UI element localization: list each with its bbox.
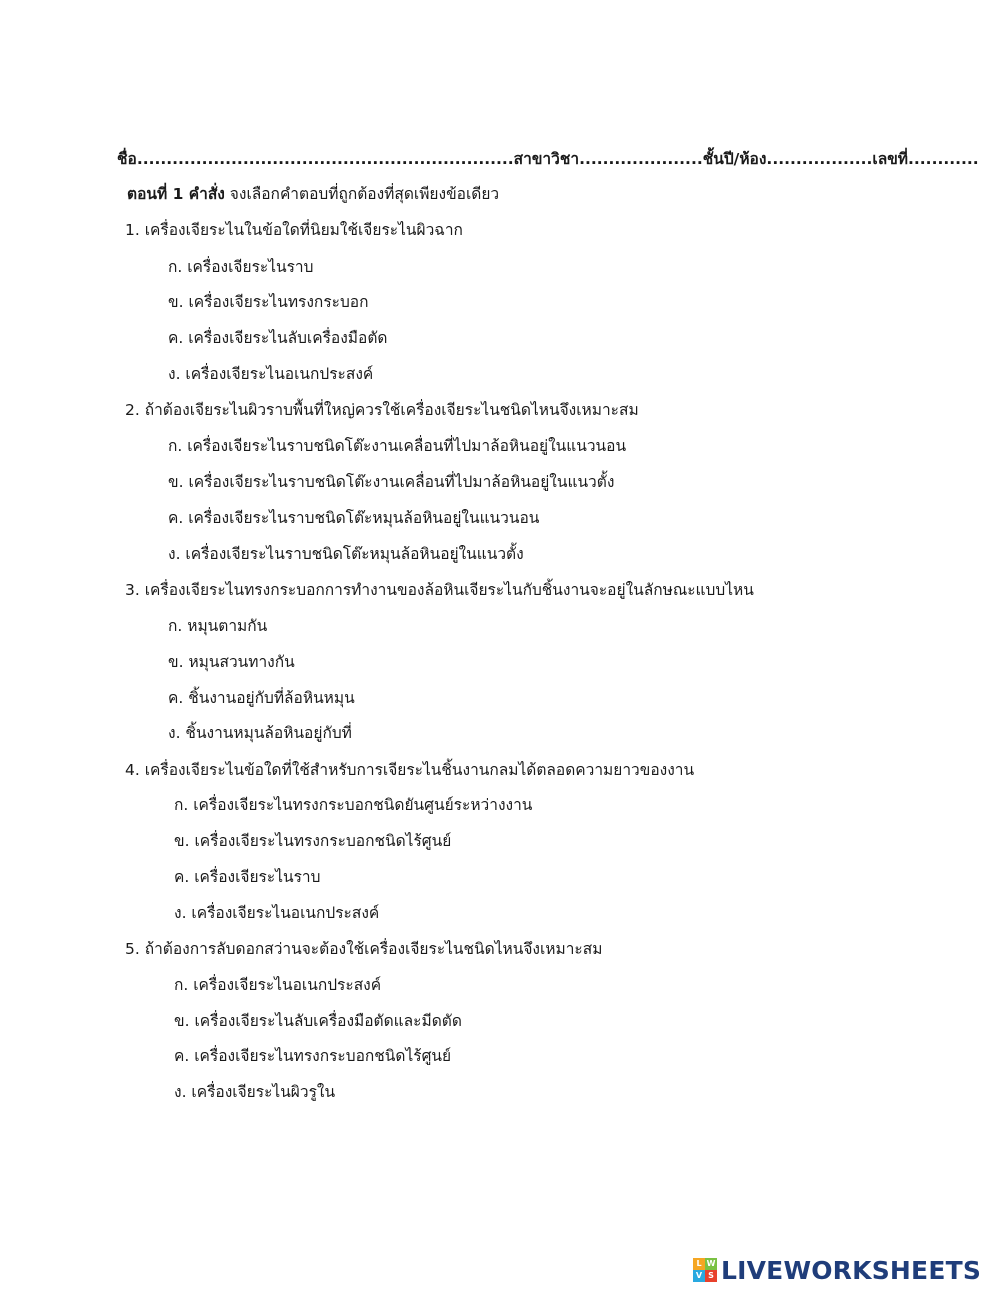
question-3: 3. เครื่องเจียระไนทรงกระบอกการทำงานของล้อหินเจียระไนกับชิ้นงานจะอยู่ในลักษณะแบบไหน <box>125 581 754 599</box>
question-3-choice-a[interactable]: ก. หมุนตามกัน <box>168 617 268 635</box>
logo-tile-4: S <box>705 1270 717 1282</box>
question-3-choice-b[interactable]: ข. หมุนสวนทางกัน <box>168 653 295 671</box>
question-4-choice-b[interactable]: ข. เครื่องเจียระไนทรงกระบอกชนิดไร้ศูนย์ <box>174 832 452 850</box>
liveworksheets-logo-text: LIVEWORKSHEETS <box>721 1255 982 1285</box>
question-5: 5. ถ้าต้องการลับดอกสว่านจะต้องใช้เครื่องเจียระไนชนิดไหนจึงเหมาะสม <box>125 940 603 958</box>
question-2-choice-b[interactable]: ข. เครื่องเจียระไนราบชนิดโต๊ะงานเคลื่อนที่ไปมาล้อหินอยู่ในแนวตั้ง <box>168 473 615 491</box>
question-2: 2. ถ้าต้องเจียระไนผิวราบพื้นที่ใหญ่ควรใช้เครื่องเจียระไนชนิดไหนจึงเหมาะสม <box>125 401 639 419</box>
question-4-choice-a[interactable]: ก. เครื่องเจียระไนทรงกระบอกชนิดยันศูนย์ระหว่างงาน <box>174 796 533 814</box>
question-1: 1. เครื่องเจียระไนในข้อใดที่นิยมใช้เจียระไนผิวฉาก <box>125 221 463 239</box>
question-2-choice-c[interactable]: ค. เครื่องเจียระไนราบชนิดโต๊ะหมุนล้อหินอยู่ในแนวนอน <box>168 509 540 527</box>
liveworksheets-logo-icon <box>693 1258 717 1282</box>
question-4-choice-c[interactable]: ค. เครื่องเจียระไนราบ <box>174 868 321 886</box>
question-1-choice-a[interactable]: ก. เครื่องเจียระไนราบ <box>168 258 314 276</box>
student-info-line: ชื่อ................................................................สาขาวิชา.....................ชั้นปี/ห้อง..................เลขที่............ <box>117 150 979 168</box>
instruction <box>127 181 499 206</box>
question-2-choice-d[interactable]: ง. เครื่องเจียระไนราบชนิดโต๊ะหมุนล้อหินอยู่ในแนวตั้ง <box>168 545 524 563</box>
question-3-choice-c[interactable]: ค. ชิ้นงานอยู่กับที่ล้อหินหมุน <box>168 689 355 707</box>
question-1-choice-b[interactable]: ข. เครื่องเจียระไนทรงกระบอก <box>168 293 369 311</box>
logo-tile-1: L <box>693 1258 705 1270</box>
question-1-choice-c[interactable]: ค. เครื่องเจียระไนลับเครื่องมือตัด <box>168 329 388 347</box>
logo-tile-2: W <box>706 1259 716 1268</box>
question-1-choice-d[interactable]: ง. เครื่องเจียระไนอเนกประสงค์ <box>168 365 374 383</box>
question-5-choice-c[interactable]: ค. เครื่องเจียระไนทรงกระบอกชนิดไร้ศูนย์ <box>174 1047 452 1065</box>
question-4-choice-d[interactable]: ง. เครื่องเจียระไนอเนกประสงค์ <box>174 904 380 922</box>
question-5-choice-a[interactable]: ก. เครื่องเจียระไนอเนกประสงค์ <box>174 976 382 994</box>
logo-tile-3: V <box>693 1270 705 1282</box>
liveworksheets-logo[interactable] <box>693 1252 981 1288</box>
question-5-choice-b[interactable]: ข. เครื่องเจียระไนลับเครื่องมือตัดและมีดตัด <box>174 1012 462 1030</box>
question-4: 4. เครื่องเจียระไนข้อใดที่ใช้สำหรับการเจียระไนชิ้นงานกลมได้ตลอดความยาวของงาน <box>125 761 695 779</box>
question-2-choice-a[interactable]: ก. เครื่องเจียระไนราบชนิดโต๊ะงานเคลื่อนที่ไปมาล้อหินอยู่ในแนวนอน <box>168 437 627 455</box>
question-5-choice-d[interactable]: ง. เครื่องเจียระไนผิวรูใน <box>174 1083 336 1101</box>
question-3-choice-d[interactable]: ง. ชิ้นงานหมุนล้อหินอยู่กับที่ <box>168 724 352 742</box>
instruction-text: จงเลือกคำตอบที่ถูกต้องที่สุดเพียงข้อเดียว <box>224 185 500 203</box>
instruction-label: ตอนที่ 1 คำสั่ง <box>127 185 225 203</box>
